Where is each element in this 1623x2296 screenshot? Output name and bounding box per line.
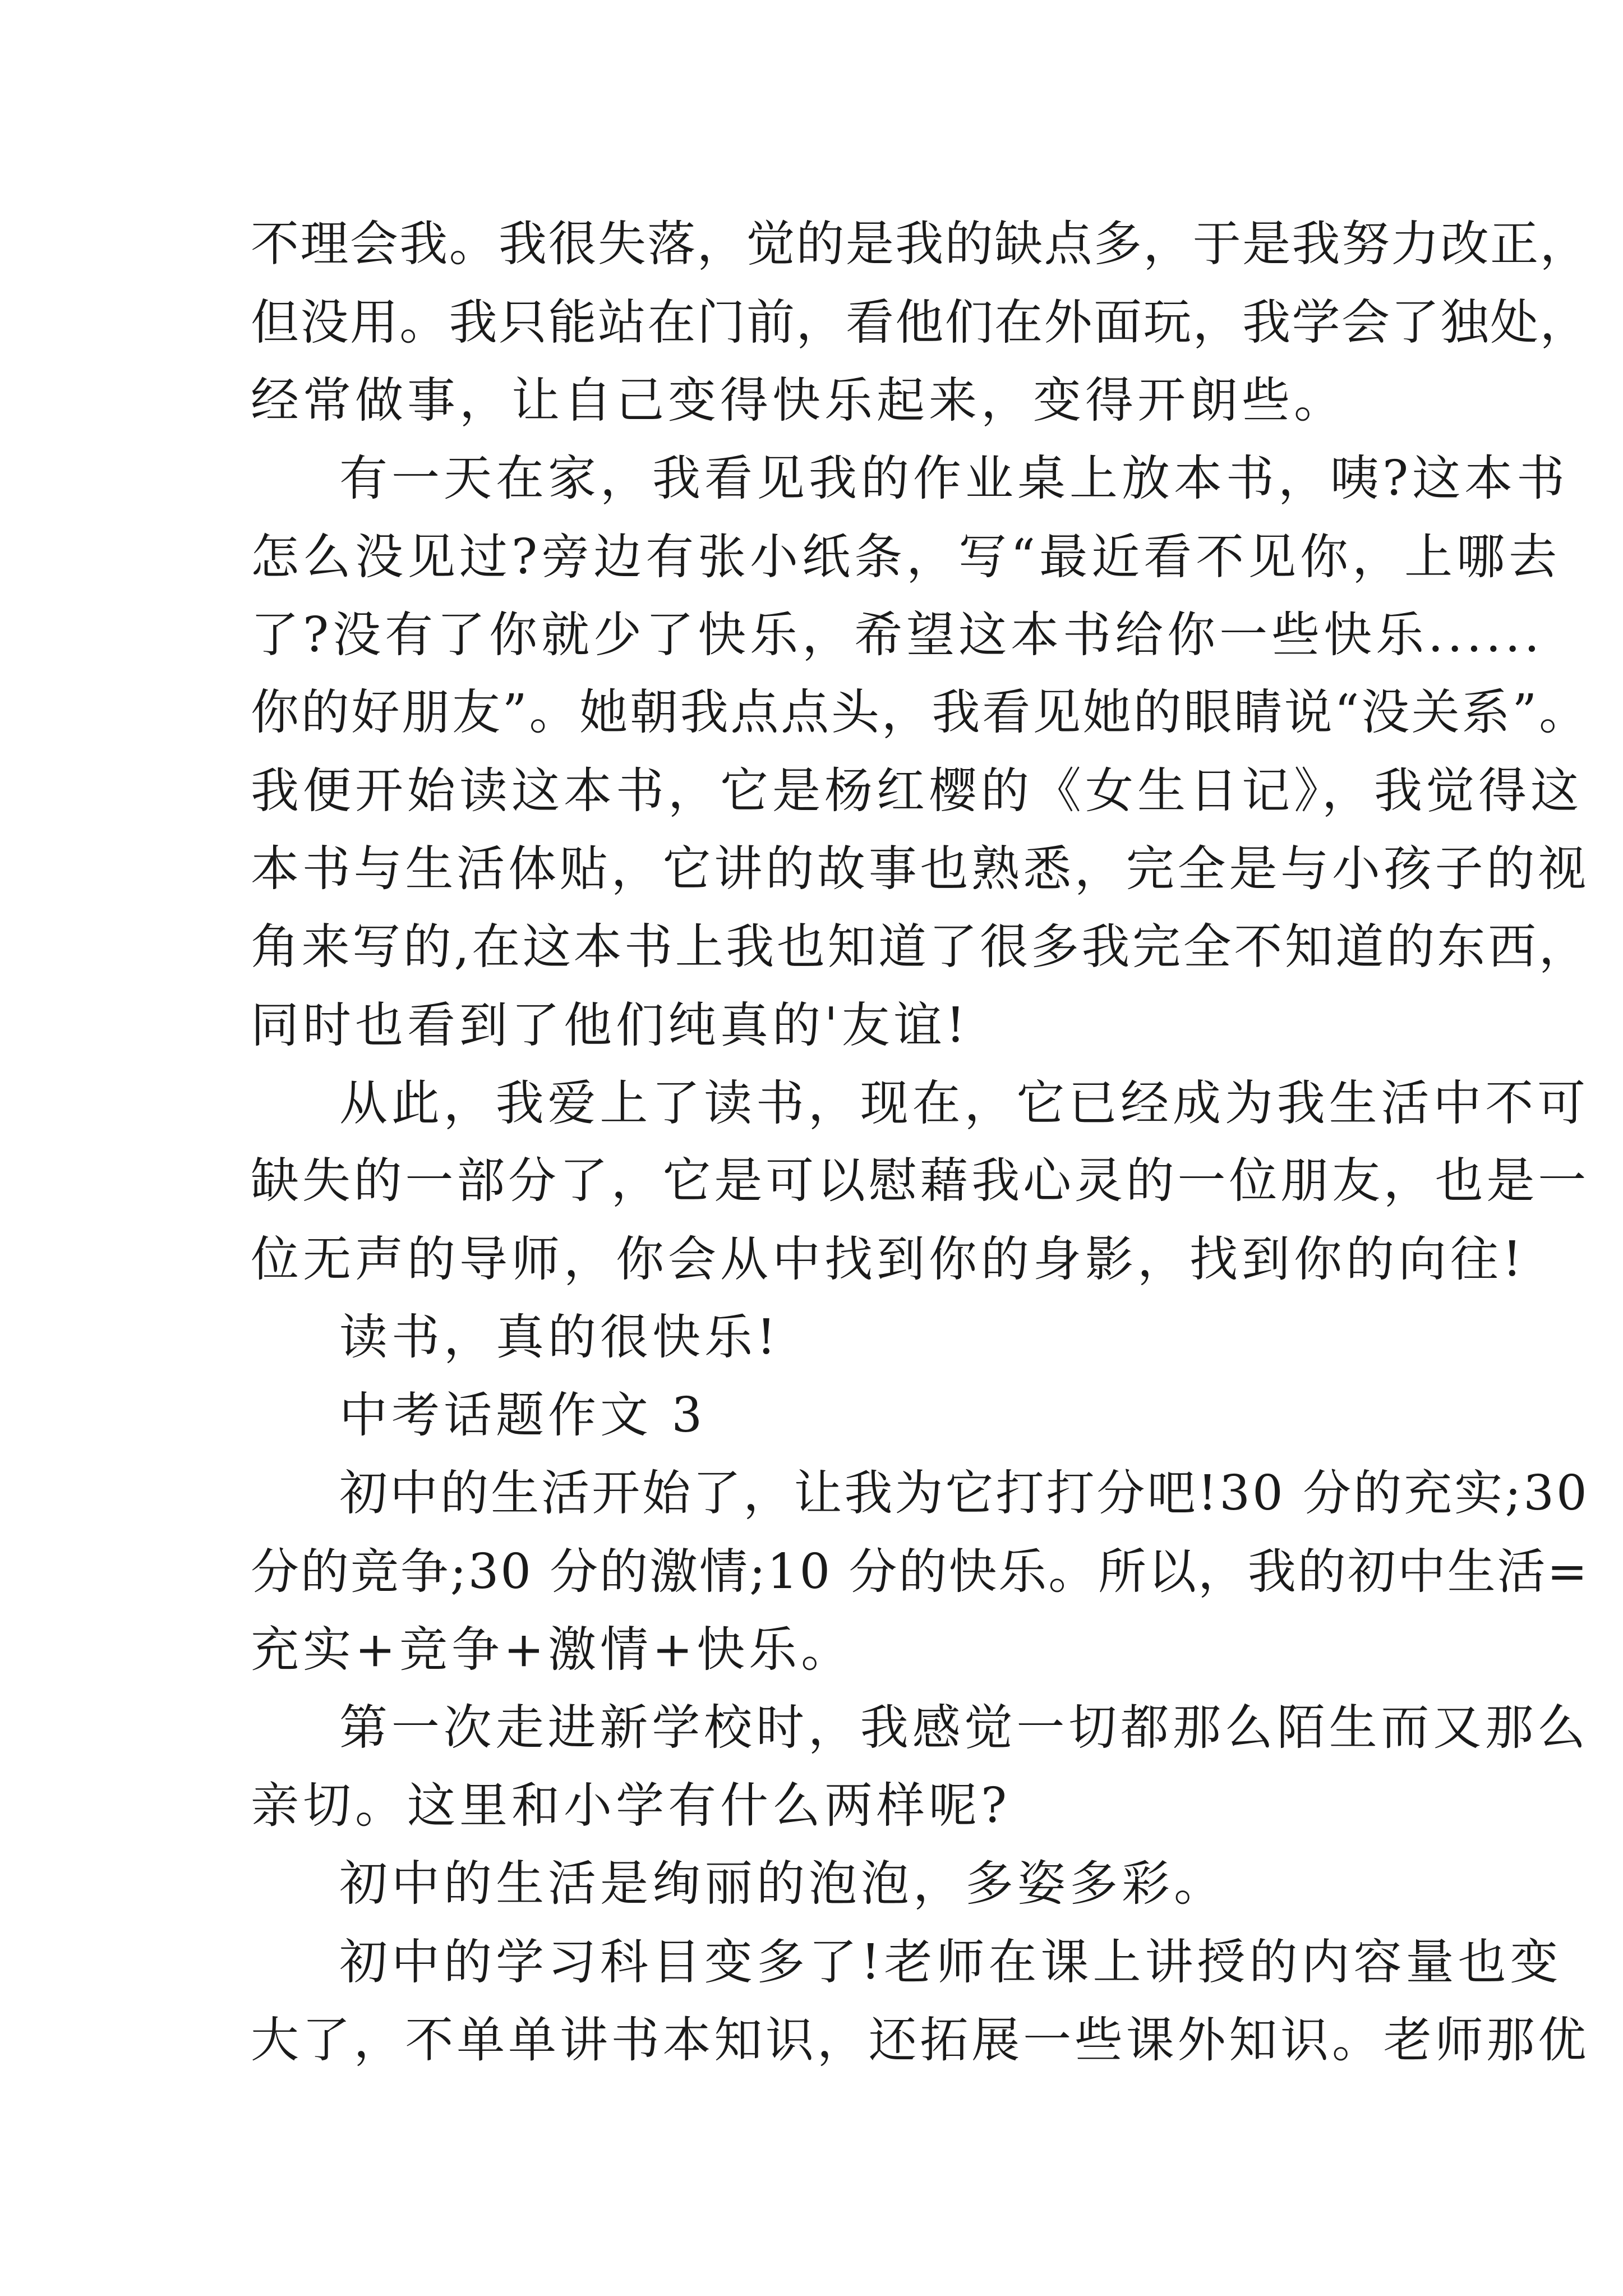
text-line: 同时也看到了他们纯真的'友谊! [251, 997, 970, 1053]
text-line: 了?没有了你就少了快乐，希望这本书给你一些快乐...... [251, 607, 1544, 663]
paragraph-first-line: 初中的生活是绚丽的泡泡，多姿多彩。 [339, 1856, 1226, 1912]
paragraph-first-line: 读书，真的很快乐! [339, 1309, 780, 1365]
paragraph-first-line: 从此，我爱上了读书，现在，它已经成为我生活中不可 [339, 1075, 1589, 1131]
text-line: 经常做事，让自己变得快乐起来，变得开朗些。 [251, 372, 1346, 429]
text-line: 分的竞争;30 分的激情;10 分的快乐。所以，我的初中生活= [251, 1544, 1589, 1600]
text-line: 我便开始读这本书，它是杨红樱的《女生日记》，我觉得这 [251, 763, 1583, 819]
text-line: 怎么没见过?旁边有张小纸条，写“最近看不见你，上哪去 [251, 529, 1561, 585]
section-heading: 中考话题作文 3 [339, 1387, 707, 1443]
text-line: 亲切。这里和小学有什么两样呢? [251, 1778, 1011, 1834]
paragraph-first-line: 初中的学习科目变多了!老师在课上讲授的内容量也变 [339, 1934, 1562, 1990]
text-line: 你的好朋友”。她朝我点点头，我看见她的眼睛说“没关系”。 [251, 684, 1589, 740]
text-line: 充实+竞争+激情+快乐。 [251, 1622, 854, 1678]
text-line: 角来写的,在这本书上我也知道了很多我完全不知道的东西， [251, 919, 1590, 975]
text-line: 但没用。我只能站在门前，看他们在外面玩，我学会了独处， [251, 295, 1589, 351]
text-line: 不理会我。我很失落，觉的是我的缺点多，于是我努力改正， [251, 216, 1589, 272]
text-line: 大了，不单单讲书本知识，还拓展一些课外知识。老师那优 [251, 2012, 1589, 2068]
text-line: 本书与生活体贴，它讲的故事也熟悉，完全是与小孩子的视 [251, 841, 1589, 897]
text-line: 缺失的一部分了，它是可以慰藉我心灵的一位朋友，也是一 [251, 1153, 1589, 1209]
text-line: 位无声的导师，你会从中找到你的身影，找到你的向往! [251, 1231, 1526, 1287]
paragraph-first-line: 第一次走进新学校时，我感觉一切都那么陌生而又那么 [339, 1700, 1589, 1756]
paragraph-first-line: 有一天在家，我看见我的作业桌上放本书，咦?这本书 [339, 450, 1569, 507]
paragraph-first-line: 初中的生活开始了，让我为它打打分吧!30 分的充实;30 [339, 1465, 1589, 1521]
